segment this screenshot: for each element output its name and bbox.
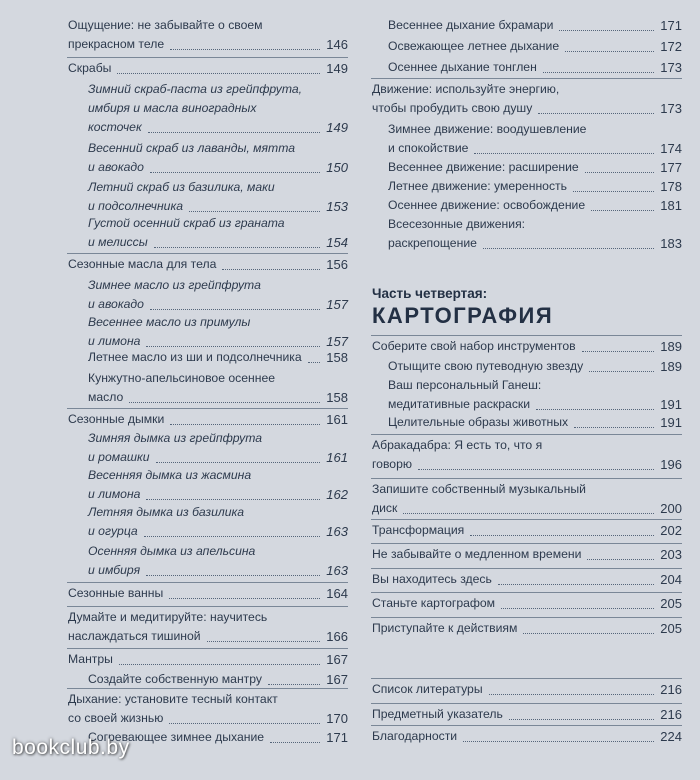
toc-entry <box>372 337 682 356</box>
toc-page-number: 177 <box>660 160 682 175</box>
dot-leader <box>474 153 654 154</box>
dot-leader <box>523 633 654 634</box>
toc-entry-title: Станьте картографом <box>372 596 496 610</box>
toc-entry-title: Кунжутно-апельсиновое осеннее <box>88 371 276 385</box>
toc-entry-title: Всесезонные движения: <box>388 217 526 231</box>
toc-page-number: 166 <box>326 629 348 644</box>
toc-entry-title: Запишите собственный музыкальный <box>372 482 586 496</box>
toc-entry-title: наслаждаться тишиной <box>68 629 201 643</box>
toc-page-number: 205 <box>660 621 682 636</box>
section-divider <box>371 434 682 435</box>
toc-entry-title: и лимона <box>88 487 141 501</box>
toc-entry-title: со своей жизнью <box>68 711 164 725</box>
toc-right-column <box>350 0 700 780</box>
toc-entry-title: диск <box>372 501 398 515</box>
toc-page-number: 153 <box>326 199 348 214</box>
toc-entry-title: Зимнее масло из грейпфрута <box>88 278 261 292</box>
toc-entry-title: Осеннее движение: освобождение <box>388 198 586 212</box>
dot-leader <box>585 172 655 173</box>
toc-entry <box>372 594 682 613</box>
toc-entry-title: и мелиссы <box>88 235 148 249</box>
section-divider <box>371 703 682 704</box>
toc-page-number: 170 <box>326 711 348 726</box>
dot-leader <box>591 210 654 211</box>
toc-page-number: 149 <box>326 61 348 76</box>
dot-leader <box>543 72 654 73</box>
dot-leader <box>119 664 320 665</box>
toc-page-number: 161 <box>326 450 348 465</box>
toc-page-number: 164 <box>326 586 348 601</box>
toc-entry-title: Зимнее движение: воодушевление <box>388 122 587 136</box>
toc-entry <box>68 584 348 603</box>
toc-entry <box>372 570 682 589</box>
toc-subentry <box>88 214 348 252</box>
toc-entry-title: Список литературы <box>372 682 483 696</box>
toc-page-number: 146 <box>326 37 348 52</box>
dot-leader <box>308 362 321 363</box>
toc-entry-title: Осеннее дыхание тонглен <box>388 60 537 74</box>
toc-page-number: 158 <box>326 350 348 365</box>
toc-entry-title: Весенняя дымка из жасмина <box>88 468 252 482</box>
toc-page-number: 167 <box>326 652 348 667</box>
dot-leader <box>169 723 320 724</box>
toc-page-number: 205 <box>660 596 682 611</box>
toc-page-number: 171 <box>326 730 348 745</box>
toc-page-number: 181 <box>660 198 682 213</box>
section-divider <box>67 408 348 409</box>
section-divider <box>67 606 348 607</box>
toc-entry-title: и спокойствие <box>388 141 469 155</box>
toc-page-number: 161 <box>326 412 348 427</box>
section-divider <box>371 725 682 726</box>
dot-leader <box>470 535 654 536</box>
toc-entry-title: Весеннее движение: расширение <box>388 160 579 174</box>
toc-page-number: 157 <box>326 297 348 312</box>
toc-entry-title: прекрасном теле <box>68 37 165 51</box>
toc-entry-title: Приступайте к действиям <box>372 621 518 635</box>
toc-entry-title: Абракадабра: Я есть то, что я <box>372 438 543 452</box>
toc-entry-title: и подсолнечника <box>88 199 183 213</box>
toc-subentry <box>88 348 348 367</box>
toc-page-number: 189 <box>660 359 682 374</box>
section-divider <box>371 478 682 479</box>
toc-entry <box>372 680 682 699</box>
toc-entry-title: Не забывайте о медленном времени <box>372 547 582 561</box>
toc-page-number: 172 <box>660 39 682 54</box>
toc-page-number: 154 <box>326 235 348 250</box>
toc-entry-title: Мантры <box>68 652 113 666</box>
toc-entry-title: Зимний скраб-паста из грейпфрута, <box>88 82 303 96</box>
toc-page-number: 171 <box>660 18 682 33</box>
toc-subentry <box>88 139 348 177</box>
toc-entry-title: Соберите свой набор инструментов <box>372 339 576 353</box>
toc-page-number: 183 <box>660 236 682 251</box>
toc-entry-title: Предметный указатель <box>372 707 503 721</box>
toc-entry <box>68 650 348 669</box>
toc-subentry <box>88 542 348 580</box>
toc-entry-title: и лимона <box>88 334 141 348</box>
section-divider <box>371 617 682 618</box>
dot-leader <box>129 402 320 403</box>
toc-entry-title: Летний скраб из базилика, маки <box>88 180 275 194</box>
section-divider <box>67 582 348 583</box>
toc-page-number: 196 <box>660 457 682 472</box>
toc-subentry <box>388 16 682 35</box>
toc-entry-title: и имбиря <box>88 563 141 577</box>
toc-entry-title: Создайте собственную мантру <box>88 672 262 686</box>
dot-leader <box>148 132 321 133</box>
dot-leader <box>582 351 655 352</box>
toc-page-number: 149 <box>326 120 348 135</box>
toc-page-number: 191 <box>660 415 682 430</box>
dot-leader <box>169 598 320 599</box>
toc-entry-title: и авокадо <box>88 297 144 311</box>
toc-entry-title: Весеннее дыхание бхрамари <box>388 18 554 32</box>
section-divider <box>67 688 348 689</box>
toc-entry-title: Летнее движение: умеренность <box>388 179 567 193</box>
dot-leader <box>170 424 320 425</box>
toc-page-number: 174 <box>660 141 682 156</box>
toc-subentry <box>388 376 682 414</box>
toc-entry <box>372 80 682 118</box>
toc-entry-title: Дыхание: установите тесный контакт <box>68 692 278 706</box>
dot-leader <box>156 462 321 463</box>
toc-entry-title: масло <box>88 390 124 404</box>
dot-leader <box>509 719 654 720</box>
toc-entry-title: Ваш персональный Ганеш: <box>388 378 542 392</box>
dot-leader <box>463 741 654 742</box>
toc-subentry <box>88 369 348 407</box>
dot-leader <box>589 371 654 372</box>
toc-entry-title: имбиря и масла виноградных <box>88 101 257 115</box>
section-divider <box>67 648 348 649</box>
toc-entry-title: Весенний скраб из лаванды, мятта <box>88 141 295 155</box>
dot-leader <box>146 346 320 347</box>
toc-entry-title: раскрепощение <box>388 236 477 250</box>
toc-entry-title: Летнее масло из ши и подсолнечника <box>88 350 302 364</box>
toc-entry-title: Густой осенний скраб из граната <box>88 216 285 230</box>
toc-subentry <box>388 196 682 215</box>
dot-leader <box>270 742 320 743</box>
dot-leader <box>559 30 654 31</box>
toc-entry-title: Ощущение: не забывайте о своем <box>68 18 263 32</box>
dot-leader <box>222 269 320 270</box>
section-divider <box>371 592 682 593</box>
toc-entry-title: чтобы пробудить свою душу <box>372 101 533 115</box>
watermark-text: bookclub.by <box>12 736 130 759</box>
toc-entry <box>372 545 682 564</box>
dot-leader <box>117 73 320 74</box>
toc-subentry <box>388 37 682 56</box>
toc-entry-title: Сезонные ванны <box>68 586 164 600</box>
toc-page-number: 158 <box>326 390 348 405</box>
toc-page-number: 191 <box>660 397 682 412</box>
toc-page-number: 163 <box>326 563 348 578</box>
toc-subentry <box>388 413 682 432</box>
toc-entry-title: Вы находитесь здесь <box>372 572 492 586</box>
dot-leader <box>146 575 320 576</box>
toc-page-number: 202 <box>660 523 682 538</box>
toc-subentry <box>88 503 348 541</box>
toc-page-number: 157 <box>326 334 348 349</box>
toc-entry-title: и авокадо <box>88 160 144 174</box>
dot-leader <box>483 248 654 249</box>
toc-page-number: 163 <box>326 524 348 539</box>
section-divider <box>371 335 682 336</box>
toc-page-number: 156 <box>326 257 348 272</box>
section-divider <box>371 519 682 520</box>
toc-entry-title: косточек <box>88 120 142 134</box>
dot-leader <box>146 499 320 500</box>
toc-subentry <box>388 158 682 177</box>
toc-entry-title: Трансформация <box>372 523 465 537</box>
toc-subentry <box>88 466 348 504</box>
toc-entry-title: Зимняя дымка из грейпфрута <box>88 431 263 445</box>
toc-entry-title: Освежающее летнее дыхание <box>388 39 560 53</box>
toc-page-number: 178 <box>660 179 682 194</box>
dot-leader <box>573 191 654 192</box>
dot-leader <box>574 427 654 428</box>
toc-subentry <box>88 313 348 351</box>
dot-leader <box>154 247 321 248</box>
toc-entry <box>372 480 682 518</box>
toc-entry <box>68 16 348 54</box>
toc-subentry <box>88 178 348 216</box>
toc-entry-title: Летняя дымка из базилика <box>88 505 245 519</box>
toc-page-number: 204 <box>660 572 682 587</box>
toc-entry <box>68 59 348 78</box>
toc-page-number: 173 <box>660 60 682 75</box>
dot-leader <box>498 584 654 585</box>
part-title: КАРТОГРАФИЯ <box>372 303 554 328</box>
toc-entry <box>68 410 348 429</box>
dot-leader <box>268 684 320 685</box>
dot-leader <box>565 51 654 52</box>
toc-entry-title: и огурца <box>88 524 138 538</box>
toc-entry <box>372 521 682 540</box>
toc-subentry <box>388 357 682 376</box>
toc-page-number: 216 <box>660 682 682 697</box>
section-divider <box>371 78 682 79</box>
toc-subentry <box>88 429 348 467</box>
toc-entry-title: говорю <box>372 457 412 471</box>
toc-page-number: 167 <box>326 672 348 687</box>
toc-entry-title: Сезонные масла для тела <box>68 257 217 271</box>
toc-subentry <box>88 80 348 137</box>
toc-entry-title: Скрабы <box>68 61 112 75</box>
toc-entry-title: медитативные раскраски <box>388 397 531 411</box>
toc-page-number: 200 <box>660 501 682 516</box>
toc-entry <box>372 705 682 724</box>
toc-entry-title: и ромашки <box>88 450 150 464</box>
toc-entry <box>68 255 348 274</box>
dot-leader <box>587 559 654 560</box>
section-divider <box>371 543 682 544</box>
dot-leader <box>207 641 321 642</box>
dot-leader <box>189 211 320 212</box>
toc-entry-title: Весеннее масло из примулы <box>88 315 251 329</box>
toc-entry <box>372 619 682 638</box>
toc-subentry <box>388 215 682 253</box>
toc-entry-title: Целительные образы животных <box>388 415 569 429</box>
toc-subentry <box>388 120 682 158</box>
toc-subentry <box>88 670 348 689</box>
toc-page-number: 173 <box>660 101 682 116</box>
toc-page-number: 224 <box>660 729 682 744</box>
dot-leader <box>418 469 654 470</box>
toc-page-number: 162 <box>326 487 348 502</box>
dot-leader <box>501 608 654 609</box>
section-divider <box>67 57 348 58</box>
dot-leader <box>538 113 654 114</box>
toc-entry-title: Благодарности <box>372 729 458 743</box>
toc-page-number: 216 <box>660 707 682 722</box>
toc-entry <box>68 690 348 728</box>
toc-entry-title: Движение: используйте энергию, <box>372 82 560 96</box>
dot-leader <box>403 513 654 514</box>
toc-entry <box>372 436 682 474</box>
toc-subentry <box>388 58 682 77</box>
dot-leader <box>144 536 321 537</box>
section-divider <box>371 568 682 569</box>
toc-page-number: 189 <box>660 339 682 354</box>
part-label: Часть четвертая: <box>372 286 488 301</box>
toc-entry-title: Сезонные дымки <box>68 412 165 426</box>
toc-subentry <box>388 177 682 196</box>
dot-leader <box>170 49 320 50</box>
dot-leader <box>150 309 320 310</box>
toc-page-number: 203 <box>660 547 682 562</box>
section-divider <box>371 678 682 679</box>
dot-leader <box>150 172 320 173</box>
toc-entry-title: Согревающее зимнее дыхание <box>88 730 265 744</box>
dot-leader <box>489 694 655 695</box>
toc-entry-title: Осенняя дымка из апельсина <box>88 544 256 558</box>
toc-entry-title: Отыщите свою путеводную звезду <box>388 359 584 373</box>
toc-entry <box>372 727 682 746</box>
toc-subentry <box>88 276 348 314</box>
toc-page-number: 150 <box>326 160 348 175</box>
toc-entry-title: Думайте и медитируйте: научитесь <box>68 610 268 624</box>
section-divider <box>67 253 348 254</box>
toc-entry <box>68 608 348 646</box>
dot-leader <box>536 409 654 410</box>
